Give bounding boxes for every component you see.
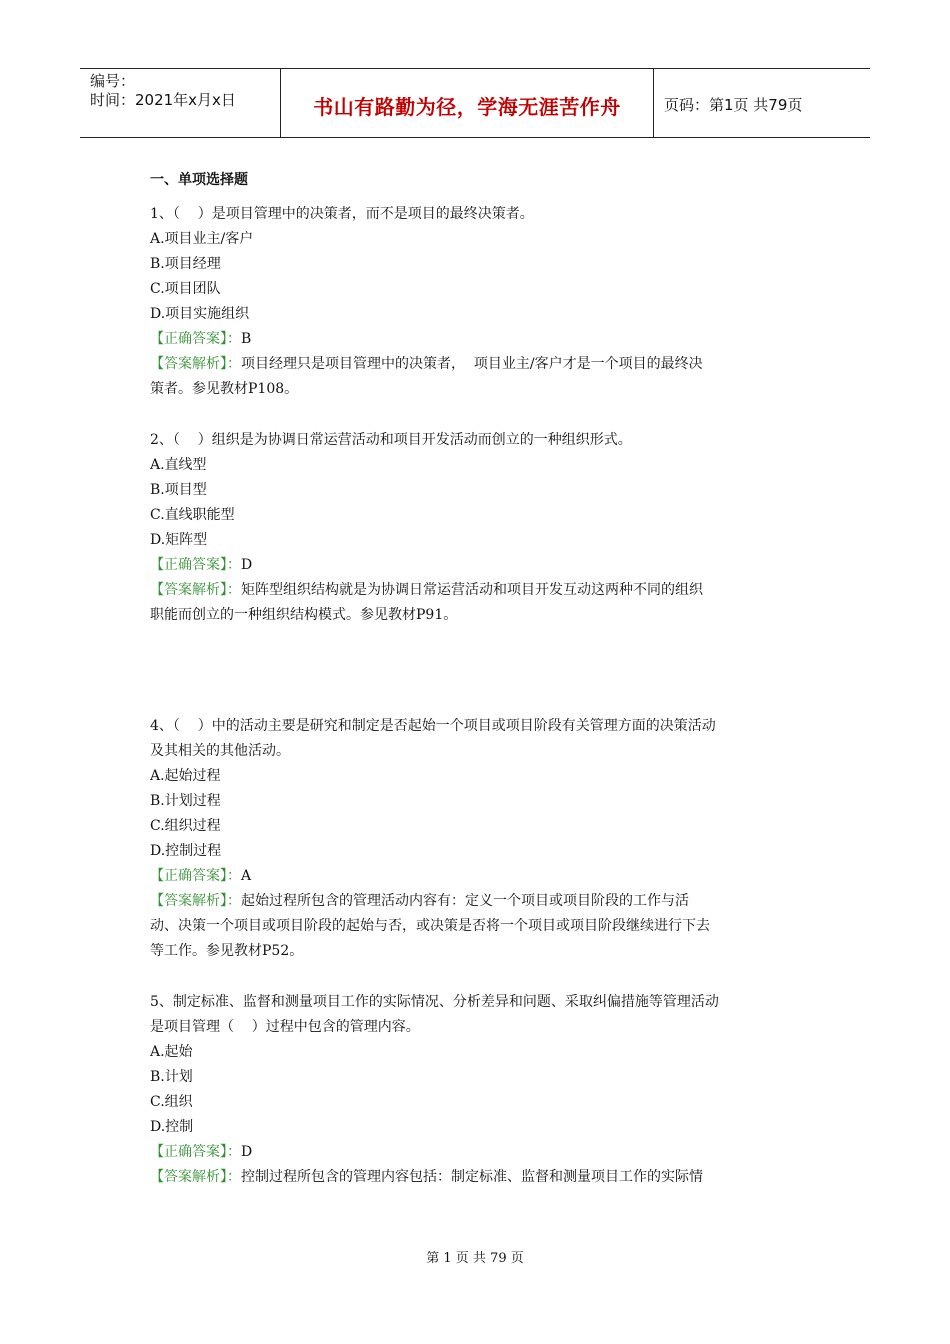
analysis-tag: 【答案解析】： <box>150 356 241 372</box>
question-block <box>150 428 810 628</box>
correct-answer-tag: 【正确答案】： <box>150 1144 241 1160</box>
correct-answer-line <box>150 1140 810 1165</box>
answer-option: A.起始过程 <box>150 768 221 784</box>
answer-option: A.起始 <box>150 1044 193 1060</box>
page-footer: 第 1 页 共 79 页 <box>426 1251 524 1266</box>
correct-answer-line <box>150 553 810 578</box>
header-page-cell <box>654 69 870 137</box>
correct-answer-tag: 【正确答案】： <box>150 331 241 347</box>
analysis-text: 等工作。参见教材P52。 <box>150 943 304 959</box>
question-block <box>150 202 810 402</box>
answer-option: B.项目型 <box>150 482 207 498</box>
answer-option: B.计划 <box>150 1069 193 1085</box>
question-stem: 是项目管理（ ）过程中包含的管理内容。 <box>150 1019 420 1035</box>
analysis-tag: 【答案解析】： <box>150 1169 241 1185</box>
analysis-text: 起始过程所包含的管理活动内容有：定义一个项目或项目阶段的工作与活 <box>241 893 689 909</box>
answer-option: C.组织过程 <box>150 818 221 834</box>
analysis-line <box>150 1165 810 1190</box>
question-stem: 5、制定标准、监督和测量项目工作的实际情况、分析差异和问题、采取纠偏措施等管理活动 <box>150 994 719 1010</box>
analysis-tag: 【答案解析】： <box>150 893 241 909</box>
analysis-text: 矩阵型组织结构就是为协调日常运营活动和项目开发互动这两种不同的组织 <box>241 582 703 598</box>
correct-answer-line <box>150 327 810 352</box>
analysis-text: 控制过程所包含的管理内容包括：制定标准、监督和测量项目工作的实际情 <box>241 1169 703 1185</box>
header-table <box>80 68 870 138</box>
header-motto-cell <box>281 69 654 137</box>
analysis-line <box>150 578 810 603</box>
question-list <box>150 202 810 1190</box>
answer-option: C.组织 <box>150 1094 193 1110</box>
analysis-text: 动、决策一个项目或项目阶段的起始与否，或决策是否将一个项目或项目阶段继续进行下去 <box>150 918 710 934</box>
analysis-line <box>150 603 810 628</box>
answer-option: C.项目团队 <box>150 281 221 297</box>
answer-option: D.矩阵型 <box>150 532 208 548</box>
analysis-tag: 【答案解析】： <box>150 582 241 598</box>
question-stem: 1、（ ）是项目管理中的决策者，而不是项目的最终决策者。 <box>150 206 534 222</box>
analysis-text: 策者。参见教材P108。 <box>150 381 299 397</box>
analysis-line <box>150 889 810 914</box>
correct-answer-line <box>150 864 810 889</box>
header-meta-cell <box>80 69 281 137</box>
document-body <box>150 168 810 1190</box>
page-info: 页码：第1页 共79页 <box>664 96 803 114</box>
correct-answer-value: A <box>241 868 252 884</box>
question-stem: 4、（ ）中的活动主要是研究和制定是否起始一个项目或项目阶段有关管理方面的决策活动 <box>150 718 716 734</box>
analysis-line <box>150 939 810 964</box>
analysis-text: 项目经理只是项目管理中的决策者， 项目业主/客户才是一个项目的最终决 <box>241 356 703 372</box>
correct-answer-value: D <box>241 557 253 573</box>
answer-option: B.计划过程 <box>150 793 221 809</box>
correct-answer-value: B <box>241 331 252 347</box>
answer-option: A.项目业主/客户 <box>150 231 254 247</box>
question-block <box>150 714 810 964</box>
analysis-text: 职能而创立的一种组织结构模式。参见教材P91。 <box>150 607 458 623</box>
motto: 书山有路勤为径，学海无涯苦作舟 <box>313 95 621 119</box>
serial-label: 编号： <box>90 72 136 90</box>
answer-option: D.控制过程 <box>150 843 222 859</box>
analysis-line <box>150 352 810 377</box>
question-stem: 2、（ ）组织是为协调日常运营活动和项目开发活动而创立的一种组织形式。 <box>150 432 632 448</box>
analysis-line <box>150 377 810 402</box>
section-title: 一、单项选择题 <box>150 172 248 188</box>
answer-option: A.直线型 <box>150 457 207 473</box>
answer-option: B.项目经理 <box>150 256 221 272</box>
answer-option: C.直线职能型 <box>150 507 235 523</box>
correct-answer-tag: 【正确答案】： <box>150 868 241 884</box>
correct-answer-value: D <box>241 1144 253 1160</box>
correct-answer-tag: 【正确答案】： <box>150 557 241 573</box>
question-stem: 及其相关的其他活动。 <box>150 743 290 759</box>
question-block <box>150 990 810 1190</box>
answer-option: D.控制 <box>150 1119 194 1135</box>
answer-option: D.项目实施组织 <box>150 306 250 322</box>
time-label: 时间：2021年x月x日 <box>90 91 236 109</box>
analysis-line <box>150 914 810 939</box>
